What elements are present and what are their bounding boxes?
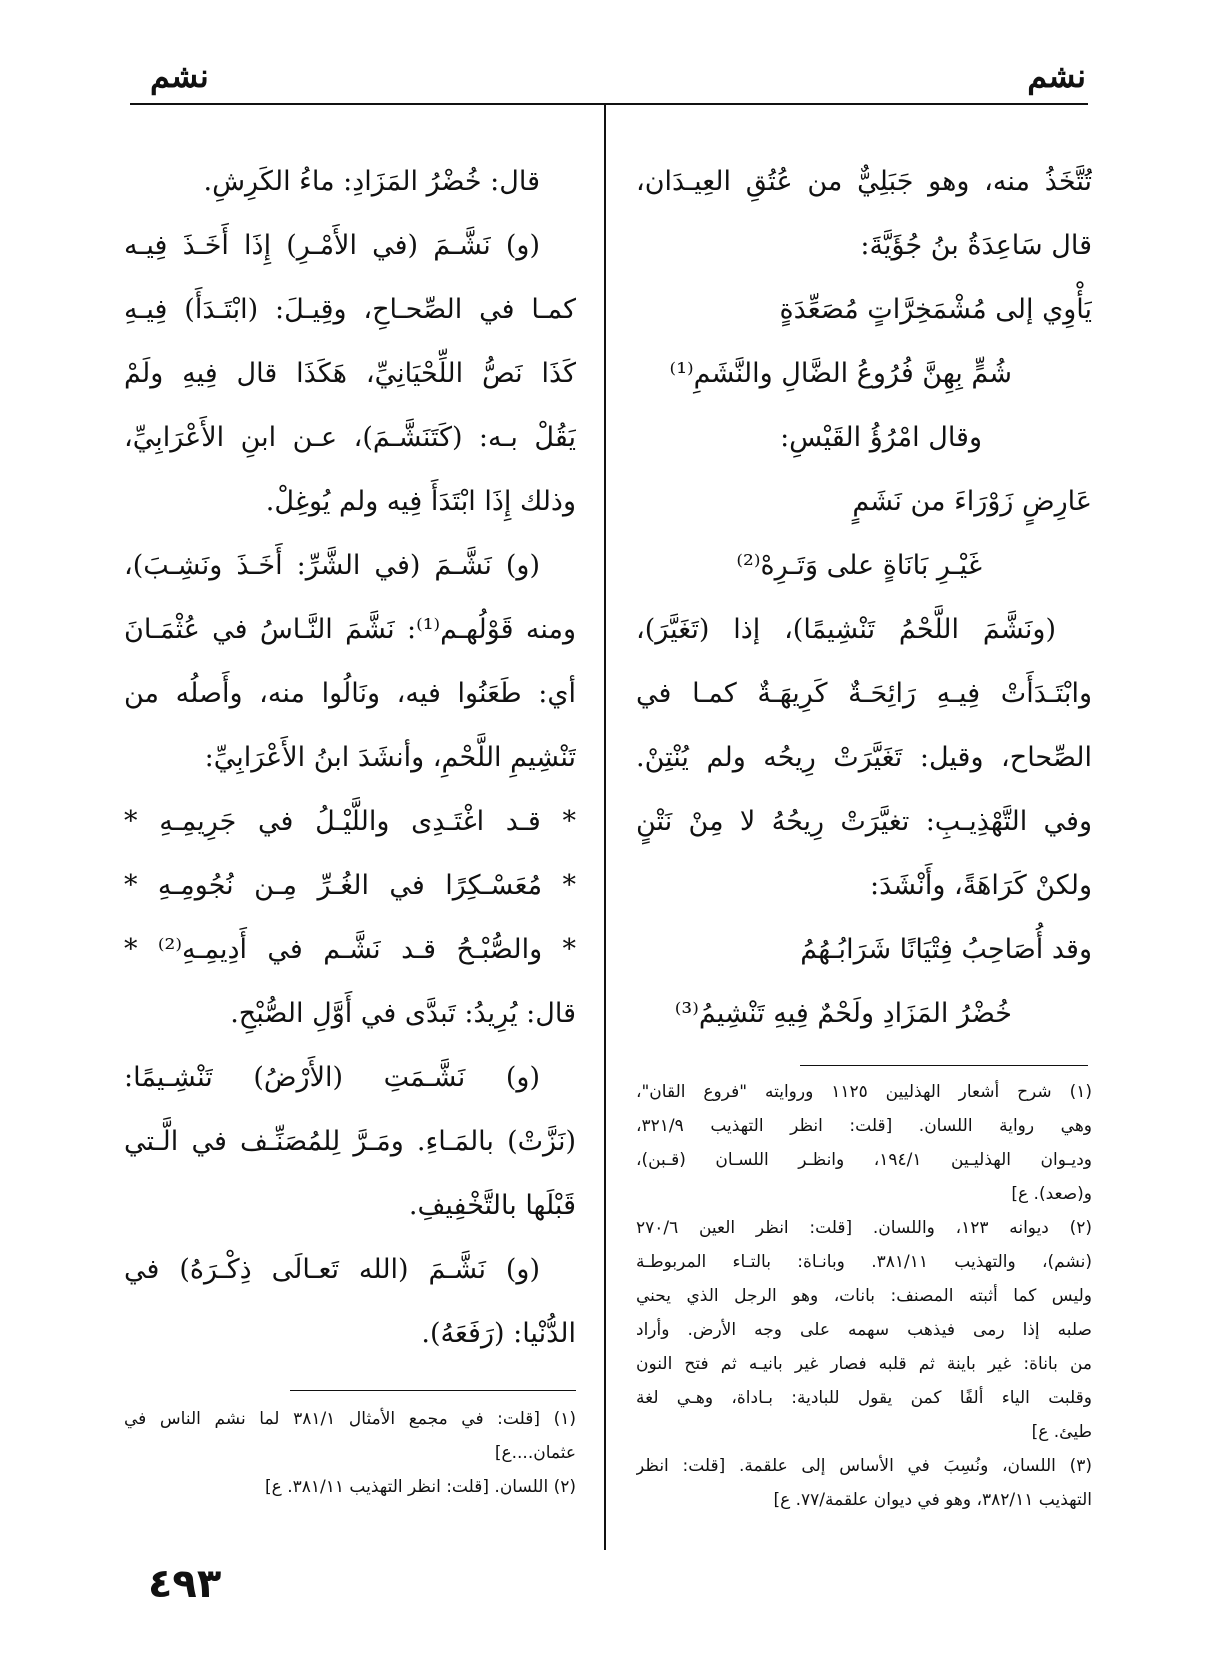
- footnote-line: وقلبت الياء ألفًا كمن يقول للبادية: بـاداة، وهـي لغة: [636, 1388, 1092, 1408]
- verse-line: خُضْرُ المَزَادِ ولَحْمٌ فِيهِ تَنْشِيمُ⁽³⁾: [674, 998, 1012, 1029]
- text-line: وقال امْرُؤُ القَيْسِ:: [780, 422, 982, 453]
- left-column: [124, 150, 576, 1366]
- text-line: (و) نَشَّـمَ (في الأَمْـرِ) إِذَا أَخَـذَ فِيـه: [124, 230, 540, 261]
- footnote-line: وليس كما أثبته المصنف: بانات، وهو الرجل الذي يحني: [636, 1286, 1092, 1306]
- footnote-line: التهذيب ٣٨٢/١١، وهو في ديوان علقمة/٧٧. ع]: [773, 1490, 1092, 1510]
- footnote-line: (٣) اللسان، ونُسِبَ في الأساس إلى علقمة. [قلت: انظر: [636, 1456, 1092, 1476]
- verse-line: غَيْـرِ بَانَاةٍ على وَتَـرِهْ⁽²⁾: [736, 550, 982, 581]
- text-line: (و) نَشَّـمَ (الله تَعـالَى ذِكْـرَهُ) في: [124, 1254, 540, 1285]
- footnote-line: (١) [قلت: في مجمع الأمثال ٣٨١/١ لما نشم الناس في: [124, 1409, 576, 1429]
- text-line: قال: خُضْرُ المَزَادِ: ماءُ الكَرِشِ.: [203, 166, 540, 197]
- text-line: قال سَاعِدَةُ بنُ جُؤَيَّةَ:: [860, 230, 1092, 261]
- column-divider: [604, 105, 606, 1550]
- header-right-word: نشم: [1027, 57, 1086, 95]
- page-number: ٤٩٣: [148, 1561, 222, 1607]
- verse-line: وقد أُصَاحِبُ فِتْيَانًا شَرَابُـهُمُ: [800, 934, 1092, 965]
- text-line: تُتَّخَذُ منه، وهو جَبَلِيٌّ من عُتُقِ العِيـدَان،: [636, 166, 1092, 197]
- footnote-line: وهي رواية اللسان. [قلت: انظر التهذيب ٣٢١/٩،: [636, 1116, 1092, 1136]
- footnote-line: (٢) اللسان. [قلت: انظر التهذيب ٣٨١/١١. ع]: [265, 1477, 576, 1497]
- text-line: أي: طَعَنُوا فيه، ونَالُوا منه، وأَصلُه من: [124, 678, 576, 709]
- footnote-line: وديـوان الهذليـين ١٩٤/١، وانظـر اللسـان (قـبن)،: [636, 1150, 1092, 1170]
- text-line: وفي التَّهْذِيـبِ: تغيَّرَتْ رِيحُهُ لا مِنْ نَتْنٍ: [636, 806, 1092, 837]
- text-line: قَبْلَها بالتَّخْفِيفِ.: [408, 1190, 576, 1221]
- footnote-line: من باناة: غير باينة ثم قلبه فصار غير بانيـه ثم فتح النون: [636, 1354, 1092, 1374]
- footnote-rule-right: [800, 1065, 1088, 1066]
- verse-line: * والصُّبْـحُ قـد نَشَّـم في أَدِيمِـهِ⁽²⁾ *: [124, 934, 576, 965]
- text-line: يَقُلْ بـه: (كَتَنَشَّـمَ)، عـن ابنِ الأَعْرَابِيِّ،: [124, 422, 576, 453]
- text-line: تَنْشِيمِ اللَّحْمِ، وأنشَدَ ابنُ الأَعْرَابِيِّ:: [204, 742, 576, 773]
- footnote-line: (٢) ديوانه ١٢٣، واللسان. [قلت: انظر العين ٢٧٠/٦: [636, 1218, 1092, 1238]
- footnote-line: صلبه إذا رمى فيذهب سهمه على وجه الأرض. وأراد: [636, 1320, 1092, 1340]
- right-column: [636, 150, 1092, 1046]
- header-rule: [130, 103, 1088, 105]
- footnote-line: (نشم)، والتهذيب ٣٨١/١١. وبانـاة: بالتـاء المربوطـة: [636, 1252, 1092, 1272]
- text-line: الدُّنْيا: (رَفَعَهُ).: [421, 1318, 576, 1349]
- verse-line: * مُعَسْـكِرًا في الغُـرِّ مِـن نُجُومِـهِ *: [124, 870, 576, 901]
- verse-line: يَأْوِي إلى مُشْمَخِرَّاتٍ مُصَعِّدَةٍ: [779, 294, 1092, 325]
- footnote-line: عثمان....ع]: [494, 1443, 576, 1463]
- footnote-line: و(صعد). ع]: [1011, 1184, 1092, 1204]
- text-line: ومنه قَوْلُهـم⁽¹⁾: نَشَّمَ النَّـاسُ في عُثْمَـانَ: [124, 614, 576, 645]
- text-line: (نَزَّتْ) بالمَـاءِ. ومَـرَّ لِلمُصَنِّـف في الَّـتي: [124, 1126, 576, 1157]
- text-line: (ونَشَّمَ اللَّحْمُ تَنْشِيمًا)، إذا (تَغَيَّرَ)،: [636, 614, 1056, 645]
- text-line: ولكنْ كَرَاهَةً، وأَنْشَدَ:: [870, 870, 1092, 901]
- verse-line: عَارِضٍ زَوْرَاءَ من نَشَمٍ: [852, 486, 1092, 517]
- footnotes-left: [124, 1402, 576, 1504]
- text-line: قال: يُرِيدُ: تَبدَّى في أَوَّلِ الصُّبْحِ.: [230, 998, 576, 1029]
- footnote-line: طيئ. ع]: [1031, 1422, 1092, 1442]
- text-line: (و) نَشَّـمَتِ (الأَرْضُ) تَنْشِـيمًا:: [124, 1062, 540, 1093]
- footnote-rule-left: [290, 1390, 576, 1391]
- text-line: وذلك إِذَا ابْتَدَأَ فِيه ولم يُوغِلْ.: [265, 486, 576, 517]
- footnote-line: (١) شرح أشعار الهذليين ١١٢٥ وروايته "فروع القان"،: [636, 1082, 1092, 1102]
- text-line: كَذَا نَصُّ اللِّحْيَانِيِّ، هَكَذَا قال فِيهِ ولَمْ: [124, 358, 576, 389]
- text-line: وابْتَـدَأَتْ فِيـهِ رَائِحَـةٌ كَرِيهَـةٌ كمـا في: [636, 678, 1092, 709]
- text-line: (و) نَشَّـمَ (في الشَّرِّ: أَخَـذَ ونَشِـبَ)،: [124, 550, 540, 581]
- footnotes-right: [636, 1075, 1092, 1517]
- header-left-word: نشم: [150, 57, 209, 95]
- verse-line: * قـد اغْتَـدِى واللَّيْـلُ في جَرِيمِـهِ *: [124, 806, 576, 837]
- text-line: كمـا في الصِّحـاحِ، وقِيـلَ: (ابْتَـدَأَ) فِيـهِ: [124, 294, 576, 325]
- verse-line: شُمٍّ بِهِنَّ فُرُوعُ الضَّالِ والنَّشَمِ⁽¹⁾: [669, 358, 1012, 389]
- text-line: الصِّحاح، وقيل: تَغَيَّرَتْ رِيحُه ولم يُنْتِنْ.: [636, 742, 1092, 773]
